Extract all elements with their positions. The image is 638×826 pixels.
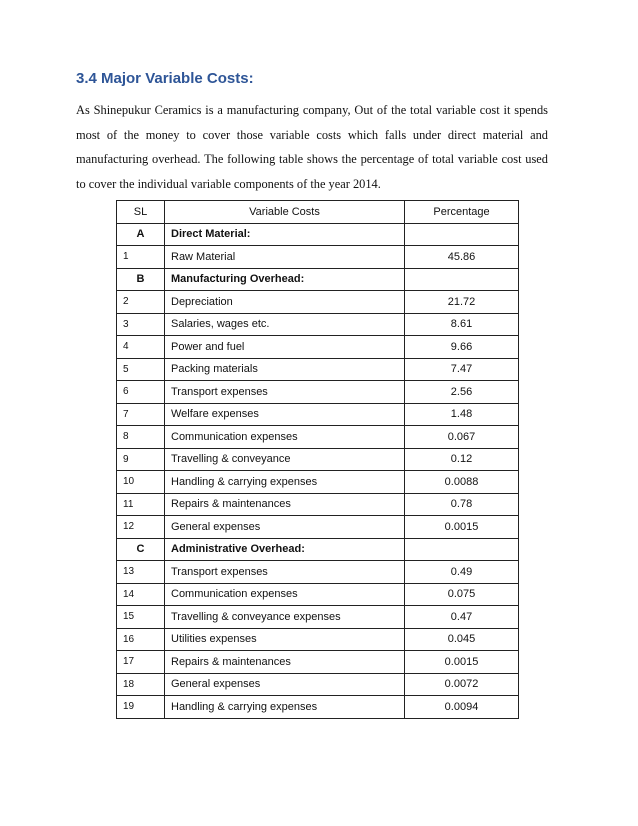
cell-percentage: 7.47 xyxy=(405,358,519,381)
cell-sl: 19 xyxy=(117,696,165,719)
cell-sl: 16 xyxy=(117,628,165,651)
table-row xyxy=(117,426,519,449)
cell-sl: C xyxy=(117,538,165,561)
table-row xyxy=(117,673,519,696)
header-variable-costs: Variable Costs xyxy=(165,201,405,224)
cell-percentage: 0.067 xyxy=(405,426,519,449)
cell-variable-cost: Handling & carrying expenses xyxy=(165,471,405,494)
table-row xyxy=(117,246,519,269)
cell-variable-cost: Handling & carrying expenses xyxy=(165,696,405,719)
table-row xyxy=(117,381,519,404)
table-row xyxy=(117,651,519,674)
cell-variable-cost: Depreciation xyxy=(165,291,405,314)
header-percentage: Percentage xyxy=(405,201,519,224)
cell-variable-cost: Raw Material xyxy=(165,246,405,269)
cell-sl: 5 xyxy=(117,358,165,381)
cell-percentage xyxy=(405,538,519,561)
cell-variable-cost: Travelling & conveyance xyxy=(165,448,405,471)
variable-costs-table xyxy=(116,200,519,719)
cell-percentage: 0.78 xyxy=(405,493,519,516)
table-row xyxy=(117,313,519,336)
cell-sl: 4 xyxy=(117,336,165,359)
table-group-row xyxy=(117,268,519,291)
cell-sl: 3 xyxy=(117,313,165,336)
cell-percentage: 0.12 xyxy=(405,448,519,471)
cell-percentage: 8.61 xyxy=(405,313,519,336)
cell-percentage: 45.86 xyxy=(405,246,519,269)
cell-percentage: 0.0094 xyxy=(405,696,519,719)
cell-variable-cost: Welfare expenses xyxy=(165,403,405,426)
cell-variable-cost: Repairs & maintenances xyxy=(165,493,405,516)
cell-variable-cost: General expenses xyxy=(165,516,405,539)
cell-percentage: 0.0015 xyxy=(405,651,519,674)
cell-sl: 9 xyxy=(117,448,165,471)
cell-sl: 1 xyxy=(117,246,165,269)
cell-sl: 18 xyxy=(117,673,165,696)
cell-percentage xyxy=(405,223,519,246)
table-row xyxy=(117,336,519,359)
cell-sl: 8 xyxy=(117,426,165,449)
table-row xyxy=(117,448,519,471)
cell-sl: 17 xyxy=(117,651,165,674)
table-row xyxy=(117,561,519,584)
cell-sl: 13 xyxy=(117,561,165,584)
cell-variable-cost: Communication expenses xyxy=(165,426,405,449)
cell-sl: 10 xyxy=(117,471,165,494)
table-body xyxy=(117,223,519,718)
cell-percentage xyxy=(405,268,519,291)
cell-percentage: 21.72 xyxy=(405,291,519,314)
cell-variable-cost: Communication expenses xyxy=(165,583,405,606)
cell-sl: 15 xyxy=(117,606,165,629)
cell-percentage: 2.56 xyxy=(405,381,519,404)
table-row xyxy=(117,628,519,651)
table-group-row xyxy=(117,223,519,246)
cell-variable-cost: Transport expenses xyxy=(165,561,405,584)
table-row xyxy=(117,696,519,719)
table-row xyxy=(117,358,519,381)
cell-percentage: 0.045 xyxy=(405,628,519,651)
cell-variable-cost: Travelling & conveyance expenses xyxy=(165,606,405,629)
cell-sl: 6 xyxy=(117,381,165,404)
cell-group-name: Administrative Overhead: xyxy=(165,538,405,561)
section-heading: 3.4 Major Variable Costs: xyxy=(76,70,254,87)
table-row xyxy=(117,403,519,426)
table-row xyxy=(117,583,519,606)
cell-variable-cost: Packing materials xyxy=(165,358,405,381)
table-row xyxy=(117,606,519,629)
table-row xyxy=(117,493,519,516)
cell-sl: B xyxy=(117,268,165,291)
table-group-row xyxy=(117,538,519,561)
table-row xyxy=(117,471,519,494)
table-row xyxy=(117,516,519,539)
table-row xyxy=(117,291,519,314)
cell-variable-cost: General expenses xyxy=(165,673,405,696)
header-sl: SL xyxy=(117,201,165,224)
cell-variable-cost: Repairs & maintenances xyxy=(165,651,405,674)
cell-percentage: 9.66 xyxy=(405,336,519,359)
cell-percentage: 0.0072 xyxy=(405,673,519,696)
cell-sl: 11 xyxy=(117,493,165,516)
cell-percentage: 0.49 xyxy=(405,561,519,584)
cell-variable-cost: Utilities expenses xyxy=(165,628,405,651)
cell-sl: 7 xyxy=(117,403,165,426)
cell-sl: 2 xyxy=(117,291,165,314)
cell-group-name: Direct Material: xyxy=(165,223,405,246)
cell-percentage: 1.48 xyxy=(405,403,519,426)
cell-group-name: Manufacturing Overhead: xyxy=(165,268,405,291)
cell-variable-cost: Transport expenses xyxy=(165,381,405,404)
cell-sl: 14 xyxy=(117,583,165,606)
cell-percentage: 0.075 xyxy=(405,583,519,606)
section-paragraph: As Shinepukur Ceramics is a manufacturing company, Out of the total variable cost it spends most of the money to cover those variable costs which falls under direct material and manufacturing overhead. The following table shows the percentage of total variable cost used to cover the individual variable components of the year 2014. xyxy=(76,103,548,191)
cell-variable-cost: Power and fuel xyxy=(165,336,405,359)
cell-percentage: 0.0088 xyxy=(405,471,519,494)
cell-sl: A xyxy=(117,223,165,246)
table-header-row xyxy=(117,201,519,224)
cell-percentage: 0.0015 xyxy=(405,516,519,539)
cell-percentage: 0.47 xyxy=(405,606,519,629)
cell-sl: 12 xyxy=(117,516,165,539)
cell-variable-cost: Salaries, wages etc. xyxy=(165,313,405,336)
